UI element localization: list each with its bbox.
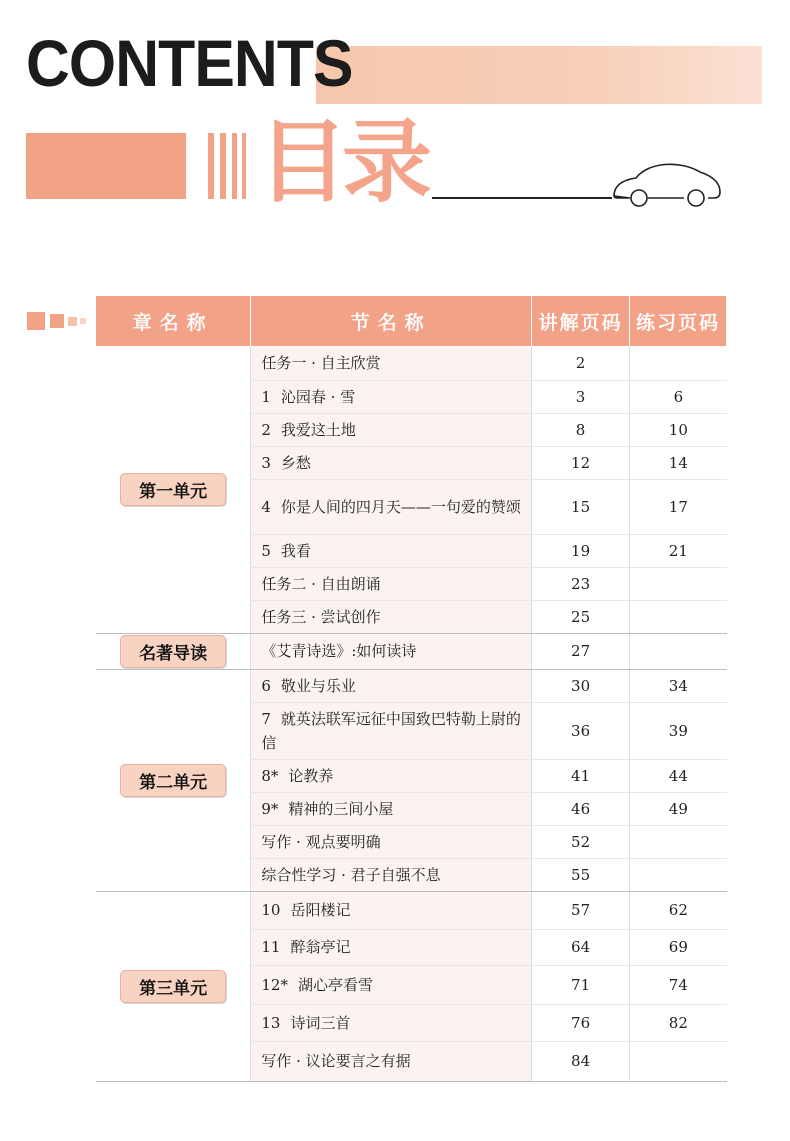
- header-practice-page: 练习页码: [630, 296, 727, 346]
- title-accent-bar: [208, 133, 214, 199]
- section-title: 我看: [280, 541, 311, 560]
- section-title: 《艾青诗选》:如何读诗: [261, 642, 417, 660]
- section-title: 论教养: [288, 766, 334, 785]
- practice-page: 14: [630, 446, 727, 479]
- explain-page: 55: [531, 858, 629, 891]
- section-number: 9*: [261, 799, 279, 818]
- mulu-title-text: 目录: [258, 110, 426, 215]
- section-cell: [251, 1004, 532, 1041]
- section-title: 就英法联军远征中国致巴特勒上尉的信: [261, 709, 521, 752]
- explain-page: 84: [531, 1041, 629, 1081]
- practice-page: [630, 1041, 727, 1081]
- section-title: 写作 · 观点要明确: [261, 832, 381, 851]
- section-number: 1: [261, 387, 271, 406]
- practice-page: [630, 346, 727, 380]
- practice-page: [630, 858, 727, 891]
- section-cell: [251, 965, 532, 1004]
- decor-square: [80, 318, 86, 324]
- practice-page: 69: [630, 929, 727, 965]
- section-title: 你是人间的四月天——一句爱的赞颂: [280, 497, 521, 516]
- explain-page: 46: [531, 792, 629, 825]
- chapter-cell: [96, 891, 251, 1081]
- practice-page: [630, 567, 727, 600]
- header-band: [316, 46, 762, 104]
- explain-page: 23: [531, 567, 629, 600]
- title-accent-bar: [220, 133, 226, 199]
- decor-square: [50, 314, 64, 328]
- table-row: [96, 669, 727, 702]
- table-body: [96, 346, 727, 1081]
- practice-page: 21: [630, 534, 727, 567]
- section-cell: [251, 446, 532, 479]
- section-cell: [251, 1041, 532, 1081]
- section-cell: [251, 413, 532, 446]
- table-row: [96, 891, 727, 929]
- section-cell: [251, 792, 532, 825]
- section-cell: [251, 929, 532, 965]
- road-line: [432, 197, 612, 199]
- section-cell: [251, 534, 532, 567]
- car-icon: [608, 156, 728, 208]
- chapter-badge: 名著导读: [120, 635, 226, 668]
- section-cell: [251, 825, 532, 858]
- section-title: 岳阳楼记: [290, 901, 351, 919]
- practice-page: 44: [630, 759, 727, 792]
- header-section: 节名称: [251, 296, 532, 346]
- practice-page: [630, 600, 727, 633]
- explain-page: 76: [531, 1004, 629, 1041]
- section-cell: [251, 858, 532, 891]
- section-title: 醉翁亭记: [290, 938, 351, 956]
- table-header-row: [96, 296, 727, 346]
- section-number: 12*: [261, 975, 288, 994]
- explain-page: 27: [531, 633, 629, 669]
- section-cell: [251, 891, 532, 929]
- explain-page: 41: [531, 759, 629, 792]
- section-title: 写作 · 议论要言之有据: [261, 1052, 411, 1070]
- section-cell: [251, 759, 532, 792]
- section-cell: [251, 600, 532, 633]
- explain-page: 2: [531, 346, 629, 380]
- decor-square: [27, 312, 45, 330]
- section-cell: [251, 702, 532, 759]
- chapter-cell: [96, 346, 251, 633]
- practice-page: 34: [630, 669, 727, 702]
- practice-page: [630, 825, 727, 858]
- section-cell: [251, 669, 532, 702]
- explain-page: 12: [531, 446, 629, 479]
- chapter-cell: [96, 633, 251, 669]
- chapter-badge: 第一单元: [120, 473, 226, 506]
- explain-page: 71: [531, 965, 629, 1004]
- section-number: 11: [261, 938, 281, 956]
- section-number: 6: [261, 676, 271, 695]
- explain-page: 57: [531, 891, 629, 929]
- title-accent-bar: [232, 133, 237, 199]
- practice-page: 49: [630, 792, 727, 825]
- section-title: 敬业与乐业: [280, 676, 356, 695]
- practice-page: 74: [630, 965, 727, 1004]
- header-explain-page: 讲解页码: [531, 296, 629, 346]
- section-title: 精神的三间小屋: [288, 799, 394, 818]
- explain-page: 3: [531, 380, 629, 413]
- contents-title: CONTENTS: [26, 26, 353, 100]
- practice-page: 17: [630, 479, 727, 534]
- section-number: 2: [261, 420, 271, 439]
- explain-page: 8: [531, 413, 629, 446]
- chapter-badge: 第二单元: [120, 764, 226, 797]
- practice-page: 62: [630, 891, 727, 929]
- section-title: 任务二 · 自由朗诵: [261, 574, 381, 593]
- section-title: 乡愁: [280, 453, 311, 472]
- section-number: 7: [261, 709, 271, 728]
- explain-page: 52: [531, 825, 629, 858]
- header-chapter: 章名称: [96, 296, 251, 346]
- contents-table: [96, 296, 727, 1082]
- section-cell: [251, 633, 532, 669]
- section-number: 8*: [261, 766, 279, 785]
- section-title: 诗词三首: [290, 1013, 351, 1032]
- section-number: 3: [261, 453, 271, 472]
- section-title: 综合性学习 · 君子自强不息: [261, 865, 441, 884]
- practice-page: 10: [630, 413, 727, 446]
- explain-page: 25: [531, 600, 629, 633]
- chapter-badge: 第三单元: [120, 970, 226, 1003]
- mulu-title: [258, 110, 426, 215]
- section-number: 4: [261, 497, 271, 516]
- table-row: [96, 633, 727, 669]
- practice-page: 6: [630, 380, 727, 413]
- explain-page: 15: [531, 479, 629, 534]
- title-accent-bar: [242, 133, 246, 199]
- section-title: 湖心亭看雪: [297, 975, 373, 994]
- section-cell: [251, 567, 532, 600]
- section-number: 10: [261, 901, 281, 919]
- section-number: 13: [261, 1013, 281, 1032]
- practice-page: [630, 633, 727, 669]
- chapter-cell: [96, 669, 251, 891]
- section-cell: [251, 380, 532, 413]
- explain-page: 30: [531, 669, 629, 702]
- section-title: 任务三 · 尝试创作: [261, 607, 381, 626]
- title-accent-block: [26, 133, 186, 199]
- section-cell: [251, 346, 532, 380]
- table-row: [96, 346, 727, 380]
- decor-square: [68, 317, 77, 326]
- section-title: 我爱这土地: [280, 420, 356, 439]
- section-title: 任务一 · 自主欣赏: [261, 353, 381, 372]
- explain-page: 19: [531, 534, 629, 567]
- section-cell: [251, 479, 532, 534]
- explain-page: 64: [531, 929, 629, 965]
- practice-page: 82: [630, 1004, 727, 1041]
- practice-page: 39: [630, 702, 727, 759]
- section-title: 沁园春 · 雪: [280, 387, 356, 406]
- section-number: 5: [261, 541, 271, 560]
- explain-page: 36: [531, 702, 629, 759]
